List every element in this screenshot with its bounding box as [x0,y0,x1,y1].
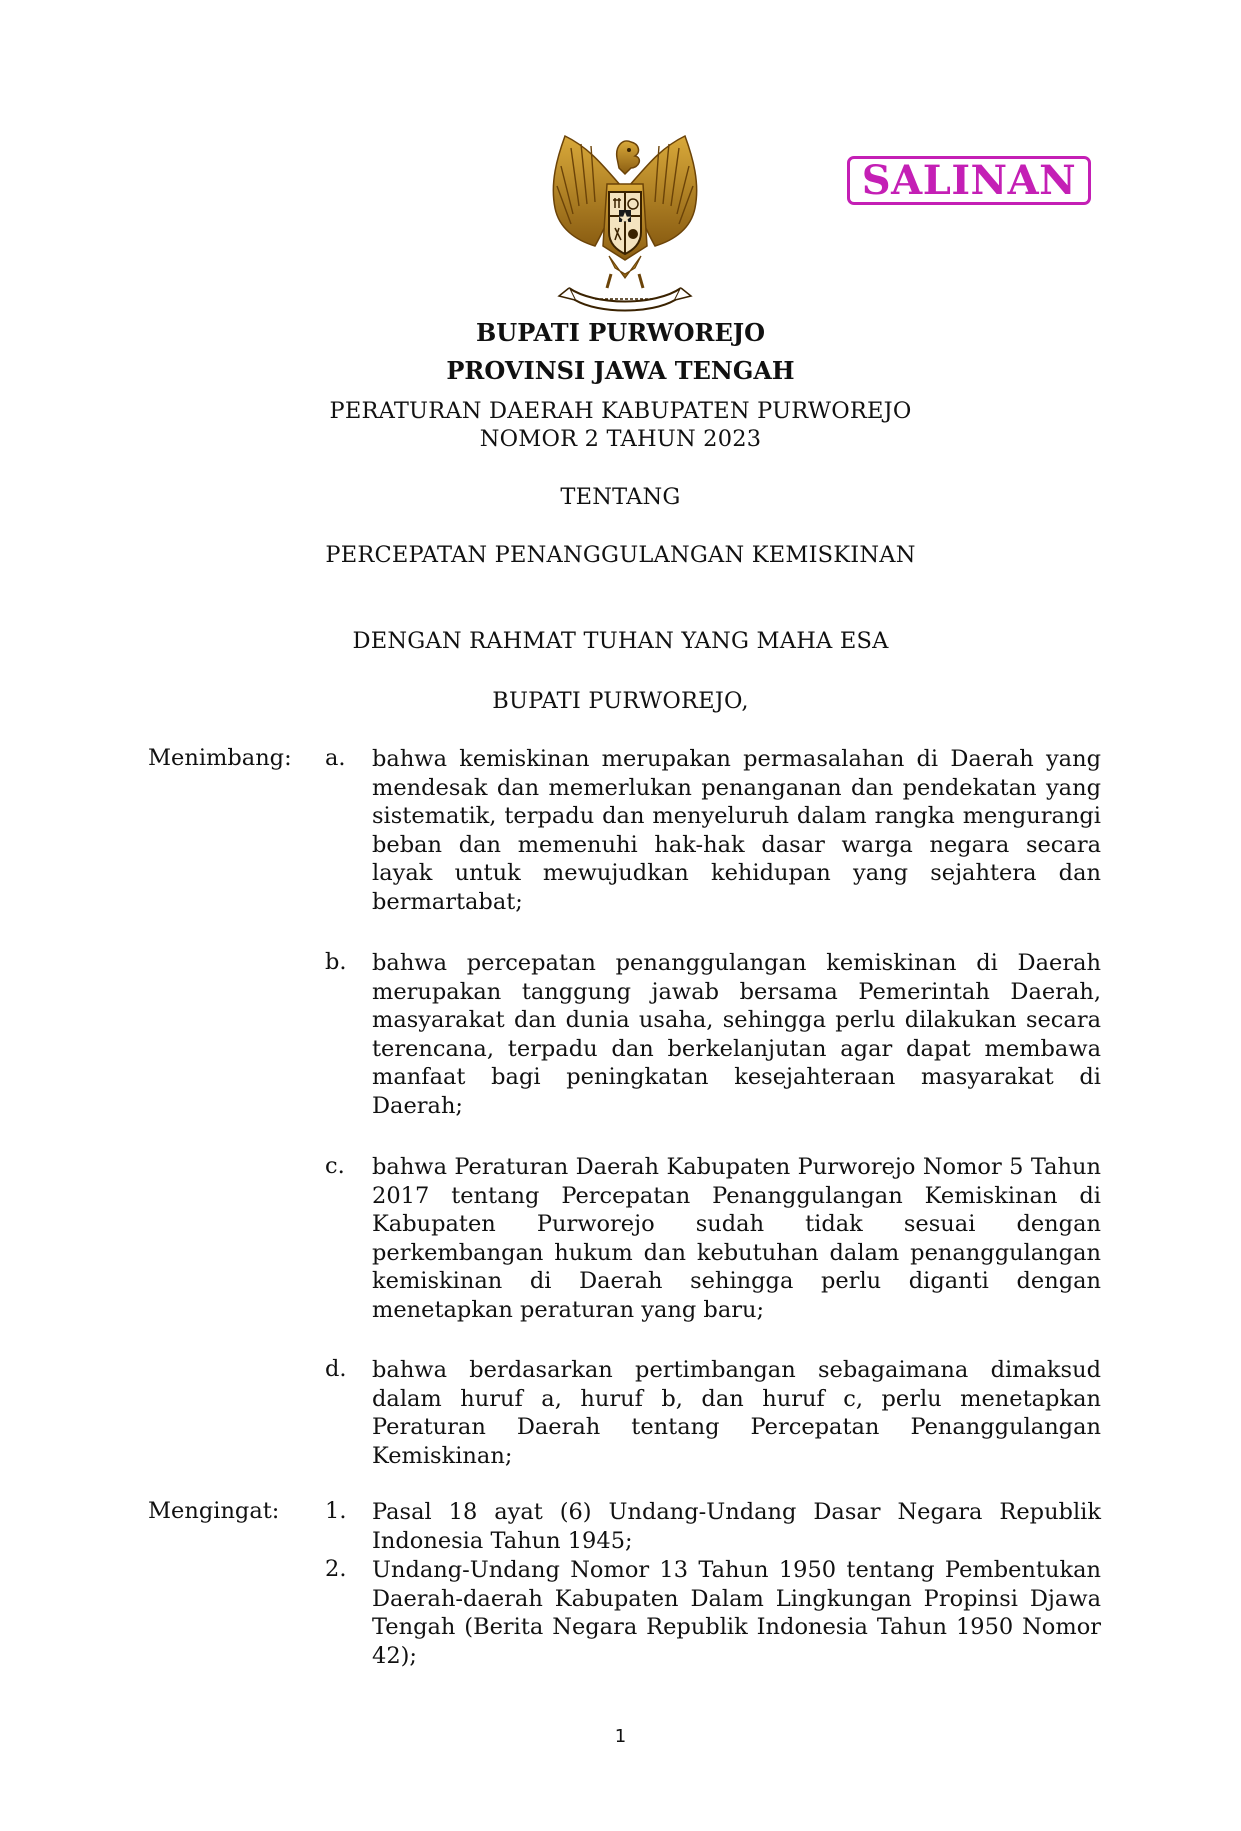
menimbang-text-d: bahwa berdasarkan pertimbangan sebagaimana dimaksud dalam huruf a, huruf b, dan huruf c, perlu menetapkan Peraturan Daerah tentang Percepatan Penanggulangan Kemiskinan; [372,1357,1101,1469]
page-number: 1 [614,1726,627,1747]
menimbang-marker-a: a. [325,745,346,771]
menimbang-text-b: bahwa percepatan penanggulangan kemiskinan di Daerah merupakan tanggung jawab bersama Pemerintah Daerah, masyarakat dan dunia usaha, sehingga perlu dilakukan secara terencana, terpadu dan berkelanjutan agar dapat membawa manfaat bagi peningkatan kesejahteraan masyarakat di Daerah; [372,950,1101,1119]
menimbang-marker-b: b. [325,949,347,975]
salinan-stamp: SALINAN [847,156,1091,205]
menimbang-text-c: bahwa Peraturan Daerah Kabupaten Purworejo Nomor 5 Tahun 2017 tentang Percepatan Penanggulangan Kemiskinan di Kabupaten Purworejo sudah tidak sesuai dengan perkembangan hukum dan kebutuhan dalam penanggulangan kemiskinan di Daerah sehingga perlu diganti dengan menetapkan peraturan yang baru; [372,1154,1101,1323]
regent-title: BUPATI PURWOREJO [475,318,766,347]
menimbang-marker-c: c. [325,1153,345,1179]
regulation-subject: PERCEPATAN PENANGGULANGAN KEMISKINAN [325,542,916,568]
mengingat-text-2: Undang-Undang Nomor 13 Tahun 1950 tentang Pembentukan Daerah-daerah Kabupaten Dalam Lingkungan Propinsi Djawa Tengah (Berita Negara Republik Indonesia Tahun 1950 Nomor 42); [372,1557,1101,1669]
menimbang-marker-d: d. [325,1356,347,1382]
garuda-pancasila-emblem-icon [535,128,715,313]
regulation-number: NOMOR 2 TAHUN 2023 [479,426,762,452]
menimbang-label: Menimbang: [148,745,292,771]
mengingat-text-1: Pasal 18 ayat (6) Undang-Undang Dasar Negara Republik Indonesia Tahun 1945; [372,1499,1101,1554]
mengingat-marker-1: 1. [325,1498,347,1524]
regulation-title: PERATURAN DAERAH KABUPATEN PURWOREJO [329,398,912,424]
menimbang-text-a: bahwa kemiskinan merupakan permasalahan di Daerah yang mendesak dan memerlukan penanganan dan pendekatan yang sistematik, terpadu dan menyeluruh dalam rangka mengurangi beban dan memenuhi hak-hak dasar warga negara secara layak untuk mewujudkan kehidupan yang sejahtera dan bermartabat; [372,746,1101,915]
mengingat-label: Mengingat: [148,1498,280,1524]
invocation: DENGAN RAHMAT TUHAN YANG MAHA ESA [352,628,889,654]
about-label: TENTANG [560,484,681,510]
authority-line: BUPATI PURWOREJO, [492,688,749,714]
mengingat-marker-2: 2. [325,1556,347,1582]
province-title: PROVINSI JAWA TENGAH [446,356,795,385]
